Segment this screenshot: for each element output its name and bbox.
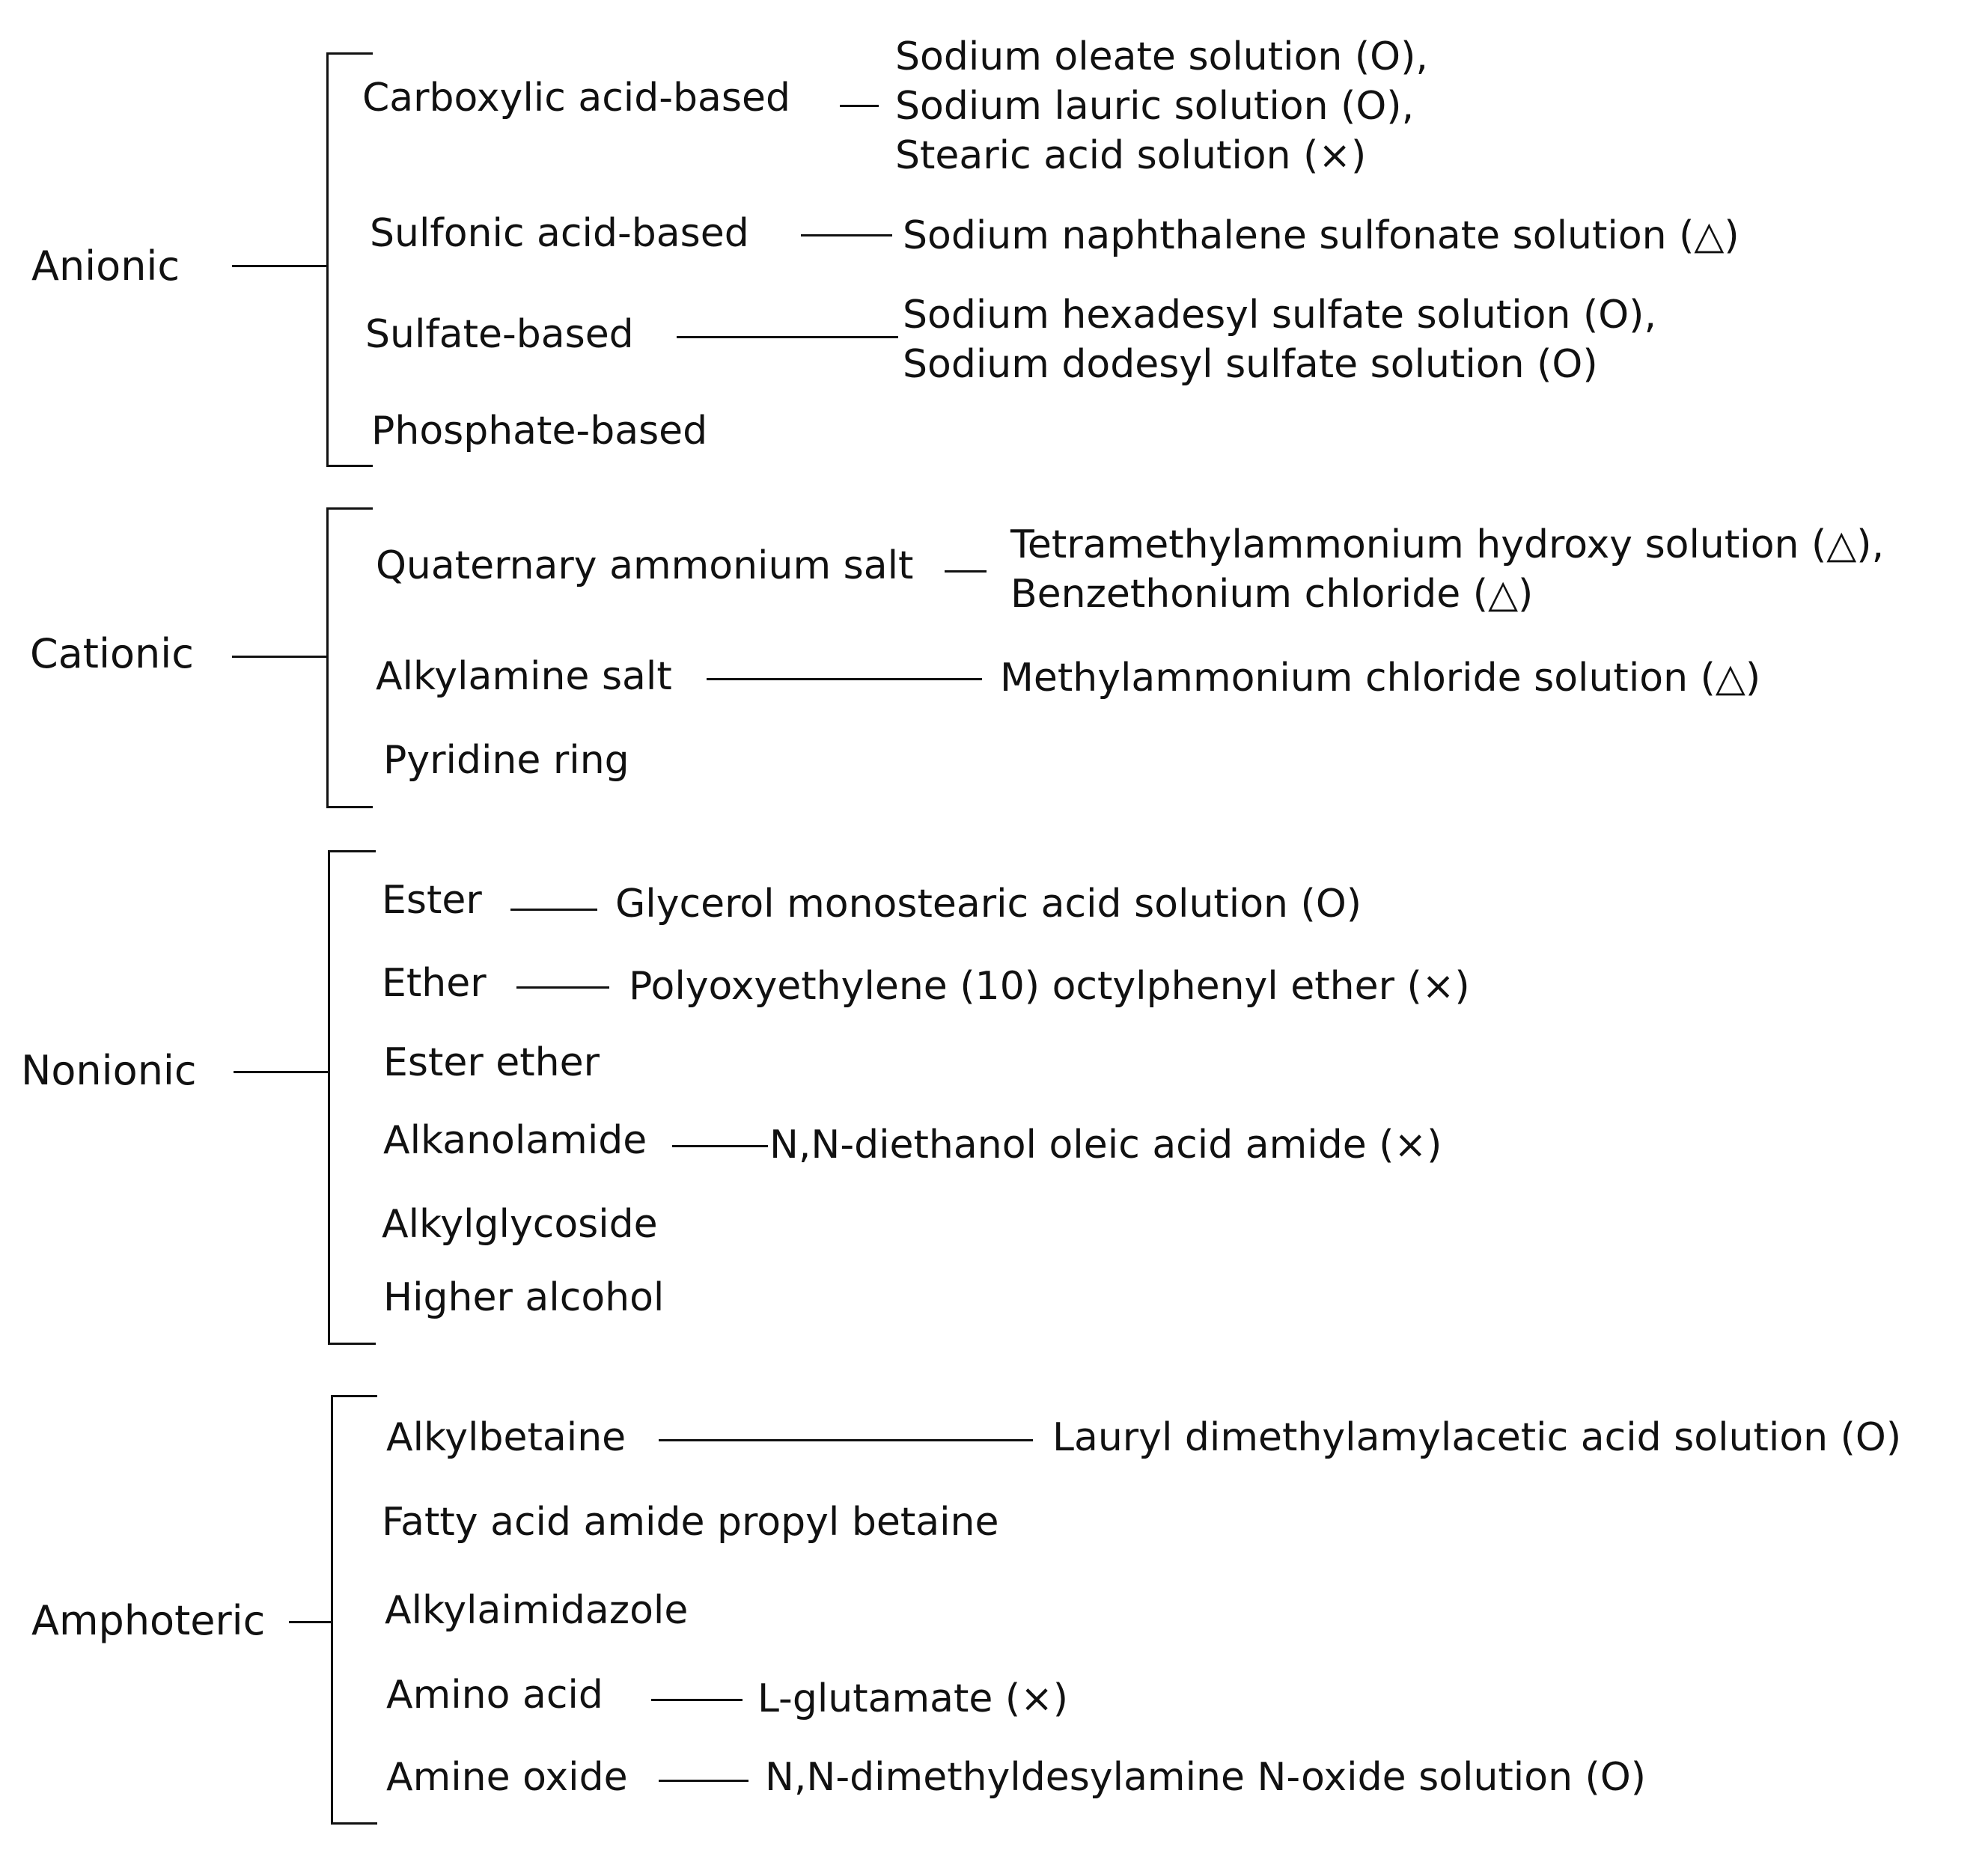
type-carboxylic-acid-based: Carboxylic acid-based — [362, 76, 790, 120]
connector-ester — [510, 909, 597, 911]
type-alkylbetaine: Alkylbetaine — [386, 1415, 626, 1460]
connector-carboxylic — [840, 105, 879, 107]
connector-nonionic — [234, 1071, 329, 1073]
type-amine-oxide: Amine oxide — [386, 1755, 628, 1800]
type-amino-acid: Amino acid — [386, 1673, 603, 1718]
bracket-nonionic-top — [328, 850, 376, 852]
type-ester: Ester — [382, 878, 482, 923]
type-alkanolamide: Alkanolamide — [383, 1118, 647, 1163]
example-sodium-lauric: Sodium lauric solution (O), — [895, 84, 1415, 129]
category-cationic: Cationic — [30, 630, 194, 677]
connector-anionic — [232, 265, 328, 267]
example-sodium-naphthalene-sulfonate: Sodium naphthalene sulfonate solution (△) — [903, 213, 1740, 258]
example-glycerol-monostearic: Glycerol monostearic acid solution (O) — [615, 882, 1362, 926]
type-fatty-acid-amide-propyl-betaine: Fatty acid amide propyl betaine — [382, 1500, 999, 1545]
bracket-amphoteric-top — [331, 1395, 377, 1397]
connector-amino-acid — [651, 1699, 743, 1701]
type-pyridine-ring: Pyridine ring — [383, 738, 629, 783]
type-sulfate-based: Sulfate-based — [365, 312, 634, 357]
connector-ether — [516, 986, 609, 989]
bracket-amphoteric-bottom — [331, 1822, 377, 1825]
example-polyoxyethylene-octylphenyl-ether: Polyoxyethylene (10) octylphenyl ether (×) — [629, 964, 1470, 1009]
bracket-nonionic — [328, 850, 330, 1345]
type-alkylamine-salt: Alkylamine salt — [376, 654, 672, 699]
example-sodium-hexadesyl-sulfate: Sodium hexadesyl sulfate solution (O), — [903, 293, 1656, 338]
type-sulfonic-acid-based: Sulfonic acid-based — [370, 211, 749, 256]
category-anionic: Anionic — [31, 242, 180, 290]
type-quaternary-ammonium-salt: Quaternary ammonium salt — [376, 543, 914, 588]
type-ether: Ether — [382, 961, 487, 1006]
connector-cationic — [232, 656, 328, 658]
type-phosphate-based: Phosphate-based — [371, 409, 708, 454]
connector-sulfate — [677, 336, 898, 338]
example-dimethyldesylamine-n-oxide: N,N-dimethyldesylamine N-oxide solution (O) — [765, 1755, 1647, 1800]
type-alkylaimidazole: Alkylaimidazole — [385, 1588, 689, 1633]
connector-amphoteric — [289, 1621, 332, 1623]
type-ester-ether: Ester ether — [383, 1040, 600, 1085]
connector-sulfonic — [801, 234, 892, 236]
example-benzethonium-chloride: Benzethonium chloride (△) — [1010, 572, 1534, 617]
bracket-cationic-top — [326, 507, 373, 510]
type-alkylglycoside: Alkylglycoside — [382, 1202, 658, 1247]
connector-alkylbetaine — [659, 1439, 1033, 1441]
example-diethanol-oleic-acid-amide: N,N-diethanol oleic acid amide (×) — [769, 1123, 1442, 1167]
category-nonionic: Nonionic — [21, 1047, 197, 1094]
category-amphoteric: Amphoteric — [31, 1597, 266, 1644]
bracket-anionic — [326, 52, 329, 467]
example-methylammonium-chloride: Methylammonium chloride solution (△) — [1000, 656, 1761, 700]
example-l-glutamate: L-glutamate (×) — [757, 1676, 1069, 1721]
connector-alkanolamide — [672, 1145, 768, 1147]
type-higher-alcohol: Higher alcohol — [383, 1275, 665, 1320]
example-sodium-oleate: Sodium oleate solution (O), — [895, 34, 1428, 79]
example-sodium-dodesyl-sulfate: Sodium dodesyl sulfate solution (O) — [903, 342, 1598, 387]
connector-alkylamine — [707, 678, 982, 680]
bracket-cationic-bottom — [326, 806, 373, 808]
bracket-anionic-bottom — [326, 465, 373, 467]
bracket-amphoteric — [331, 1395, 333, 1825]
connector-amine-oxide — [659, 1780, 748, 1782]
connector-quaternary — [945, 570, 987, 573]
bracket-cationic — [326, 507, 329, 808]
example-stearic-acid: Stearic acid solution (×) — [895, 133, 1367, 178]
bracket-nonionic-bottom — [328, 1343, 376, 1345]
example-tetramethylammonium-hydroxy: Tetramethylammonium hydroxy solution (△), — [1010, 522, 1885, 567]
bracket-anionic-top — [326, 52, 373, 55]
example-lauryl-dimethylamylacetic: Lauryl dimethylamylacetic acid solution (O) — [1052, 1415, 1902, 1460]
